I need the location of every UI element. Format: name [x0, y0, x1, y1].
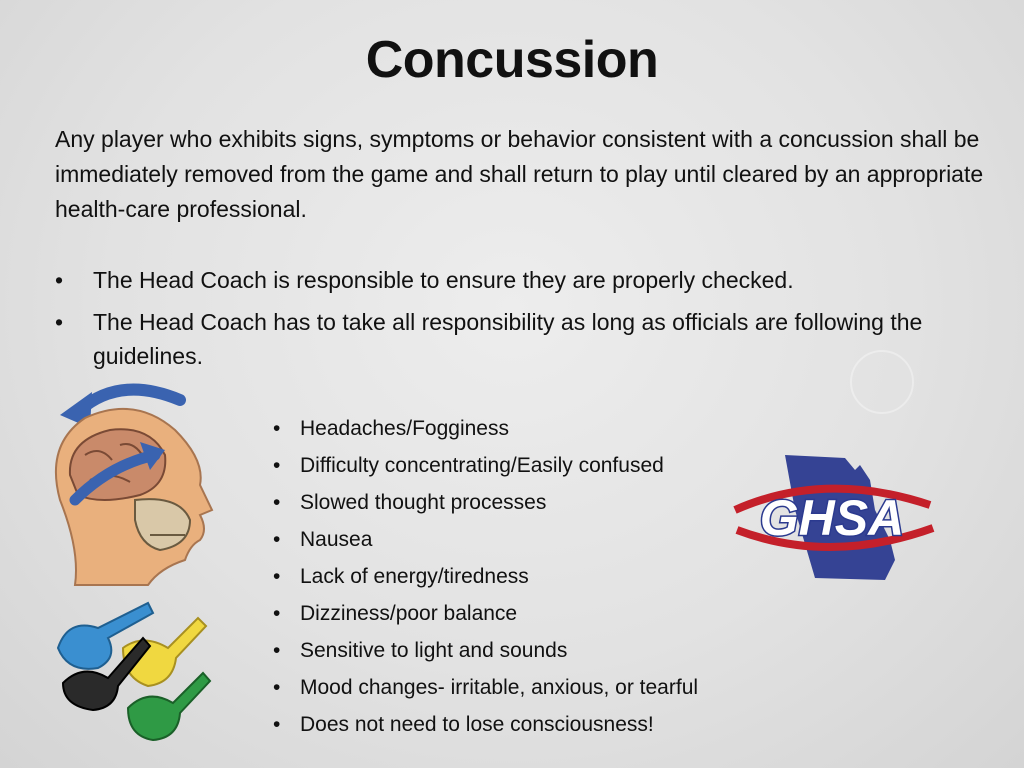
symptom-item [273, 521, 733, 558]
symptom-item [273, 447, 733, 484]
symptom-item [273, 410, 733, 447]
symptom-list [273, 410, 733, 743]
symptom-item [273, 632, 733, 669]
slide-title: Concussion [365, 31, 659, 89]
symptom-text: Difficulty concentrating/Easily confused [300, 454, 664, 477]
symptom-text: Slowed thought processes [300, 491, 547, 514]
symptom-text: Sensitive to light and sounds [300, 639, 568, 662]
bullet-marker: • [273, 713, 281, 736]
main-bullet-text: The Head Coach is responsible to ensure they are properly checked. [93, 267, 794, 293]
bullet-marker: • [273, 528, 281, 551]
symptom-item [273, 669, 733, 706]
bullet-marker: • [273, 602, 281, 625]
main-bullet-item [55, 263, 1005, 297]
ghsa-logo-icon [725, 450, 940, 585]
bullet-marker: • [273, 565, 281, 588]
bullet-marker: • [273, 417, 281, 440]
main-bullet-list [55, 263, 1005, 381]
symptom-text: Nausea [300, 528, 373, 551]
bullet-marker: • [273, 639, 281, 662]
main-bullet-item [55, 305, 1005, 373]
main-bullet-text: The Head Coach has to take all responsibility as long as officials are following the guidelines. [93, 309, 923, 369]
bullet-marker: • [55, 267, 64, 293]
mouthguards-icon [48, 598, 218, 748]
symptom-item [273, 706, 733, 743]
bullet-marker: • [273, 676, 281, 699]
ghsa-logo-text: GHSA [759, 490, 905, 546]
symptom-text: Dizziness/poor balance [300, 602, 518, 625]
symptom-text: Headaches/Fogginess [300, 417, 509, 440]
symptom-item [273, 558, 733, 595]
bullet-marker: • [55, 309, 64, 335]
symptom-text: Mood changes- irritable, anxious, or tearful [300, 676, 699, 699]
head-brain-illustration-icon [40, 370, 225, 590]
symptom-text: Does not need to lose consciousness! [300, 713, 654, 736]
bullet-marker: • [273, 491, 281, 514]
symptom-item [273, 484, 733, 521]
symptom-text: Lack of energy/tiredness [300, 565, 529, 588]
intro-paragraph: Any player who exhibits signs, symptoms or behavior consistent with a concussion shall be immediately removed from the game and shall return to play until cleared by an appropriate health-care professional. [55, 126, 984, 222]
symptom-item [273, 595, 733, 632]
bullet-marker: • [273, 454, 281, 477]
